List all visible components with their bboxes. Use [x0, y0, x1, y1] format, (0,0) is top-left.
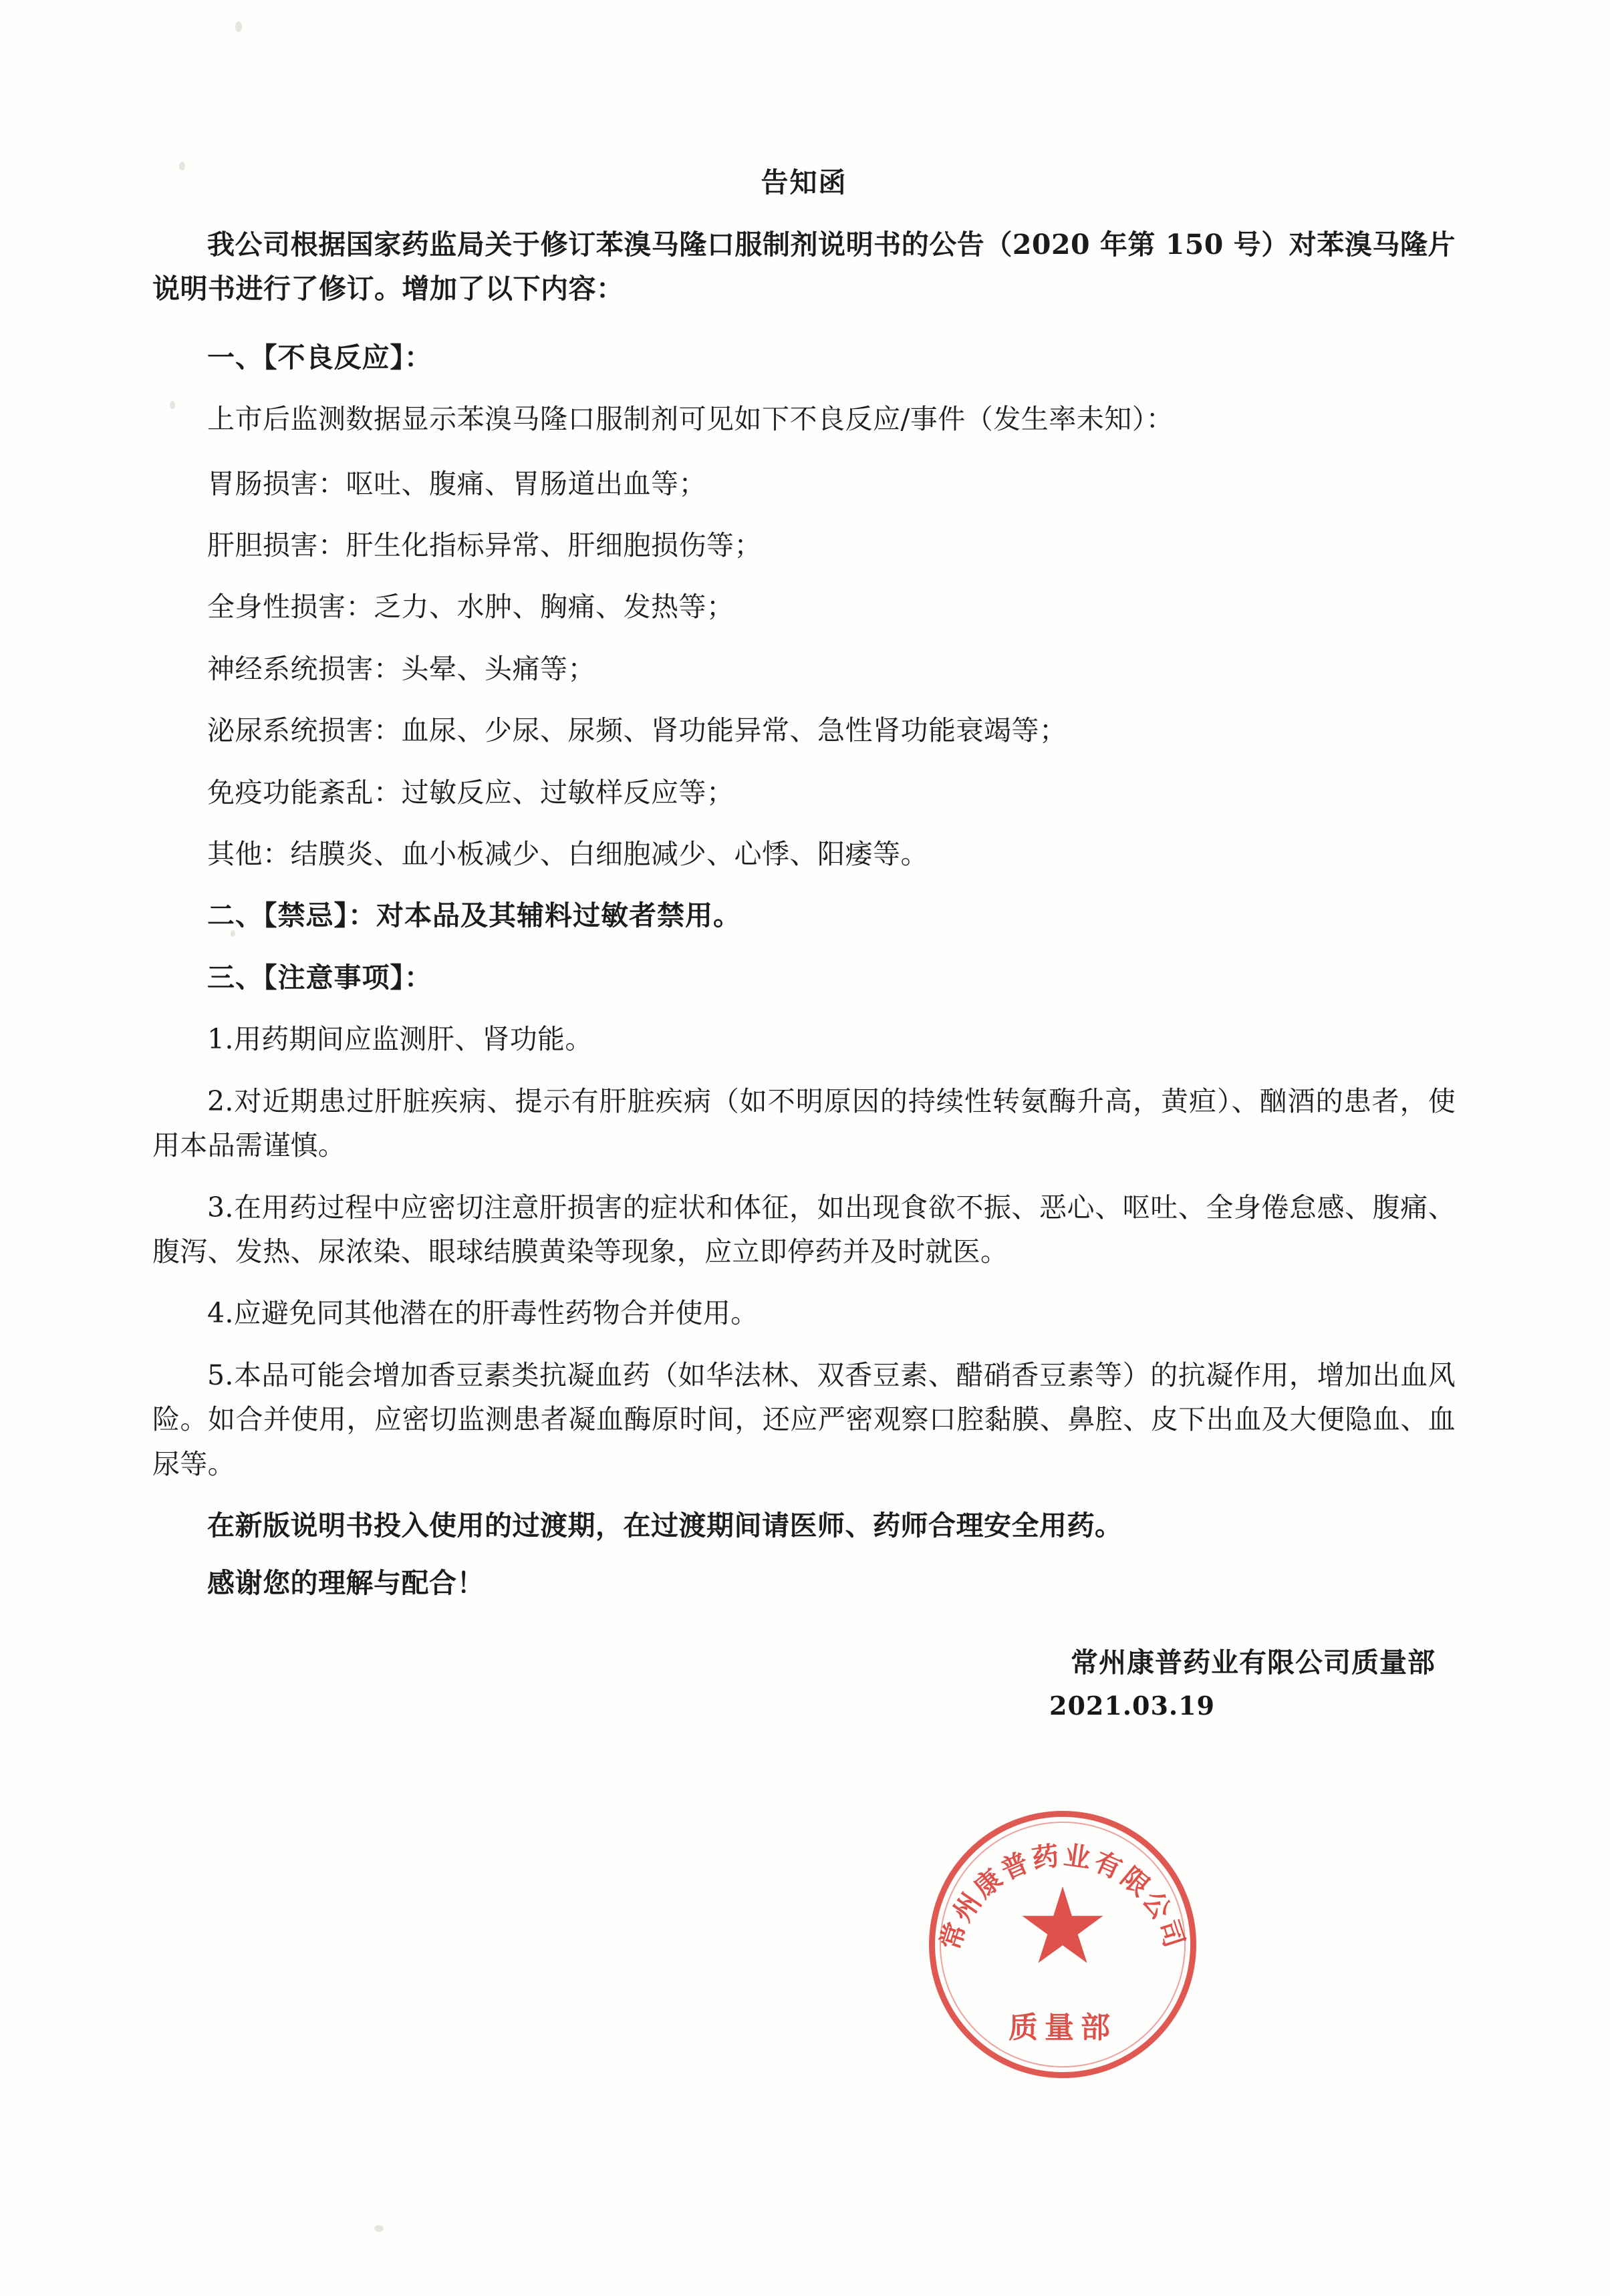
precaution-item-2: 2.对近期患过肝脏疾病、提示有肝脏疾病（如不明原因的持续性转氨酶升高，黄疸）、酗酒的患者，使用本品需谨慎。: [152, 1085, 1456, 1162]
section-1-heading: 一、【不良反应】：: [207, 341, 432, 374]
closing-line-2: 感谢您的理解与配合！: [207, 1567, 485, 1600]
closing-line-1: 在新版说明书投入使用的过渡期，在过渡期间请医师、药师合理安全用药。: [207, 1509, 1123, 1542]
precaution-item-5: 5.本品可能会增加香豆素类抗凝血药（如华法林、双香豆素、醋硝香豆素等）的抗凝作用，增加出血风险。如合并使用，应密切监测患者凝血酶原时间，还应严密观察口腔黏膜、鼻腔、皮下出血及大便隐血、血尿等。: [152, 1358, 1456, 1480]
precaution-item-3: 3.在用药过程中应密切注意肝损害的症状和体征，如出现食欲不振、恶心、呕吐、全身倦怠感、腹痛、腹泻、发热、尿浓染、眼球结膜黄染等现象，应立即停药并及时就医。: [152, 1191, 1456, 1268]
section-2-heading: 二、【禁忌】：对本品及其辅料过敏者禁用。: [207, 899, 741, 932]
page-title: 告知函: [761, 166, 847, 198]
seal-star-icon: [1021, 1886, 1105, 1971]
adverse-item-urinary: 泌尿系统损害：血尿、少尿、尿频、肾功能异常、急性肾功能衰竭等；: [207, 714, 1067, 747]
company-seal: [929, 1811, 1196, 2078]
signature-date: 2021.03.19: [1049, 1690, 1215, 1721]
intro-paragraph: 我公司根据国家药监局关于修订苯溴马隆口服制剂说明书的公告（2020 年第 150 号）对苯溴马隆片说明书进行了修订。增加了以下内容：: [152, 229, 1456, 305]
document-body: [152, 160, 1456, 1721]
scan-speck: [235, 21, 242, 32]
adverse-item-nervous-system: 神经系统损害：头晕、头痛等；: [207, 652, 595, 685]
precaution-item-4: 4.应避免同其他潜在的肝毒性药物合并使用。: [207, 1297, 759, 1330]
seal-arc-text-icon: [929, 1811, 1196, 2078]
seal-bottom-label: 质量部: [1009, 2011, 1117, 2045]
section-3-heading: 三、【注意事项】：: [207, 961, 432, 994]
seal-arc-label: 常州康普药业有限公司: [934, 1839, 1192, 1954]
section-1-lead: 上市后监测数据显示苯溴马隆口服制剂可见如下不良反应/事件（发生率未知）：: [207, 403, 1174, 436]
precaution-item-1: 1.用药期间应监测肝、肾功能。: [207, 1023, 593, 1056]
seal-outer-ring: [929, 1811, 1196, 2078]
adverse-item-hepatobiliary: 肝胆损害：肝生化指标异常、肝细胞损伤等；: [207, 529, 762, 562]
seal-inner-ring: [940, 1822, 1186, 2067]
adverse-item-systemic: 全身性损害：乏力、水肿、胸痛、发热等；: [207, 591, 734, 623]
svg-text:常州康普药业有限公司: [934, 1840, 1191, 1954]
signature-company: 常州康普药业有限公司质量部: [1071, 1646, 1436, 1679]
scan-speck: [374, 2225, 384, 2232]
adverse-item-immune: 免疫功能紊乱：过敏反应、过敏样反应等；: [207, 776, 734, 809]
adverse-item-gastrointestinal: 胃肠损害：呕吐、腹痛、胃肠道出血等；: [207, 467, 706, 500]
adverse-item-other: 其他：结膜炎、血小板减少、白细胞减少、心悸、阳痿等。: [207, 838, 928, 871]
signature-block: [152, 1640, 1456, 1721]
